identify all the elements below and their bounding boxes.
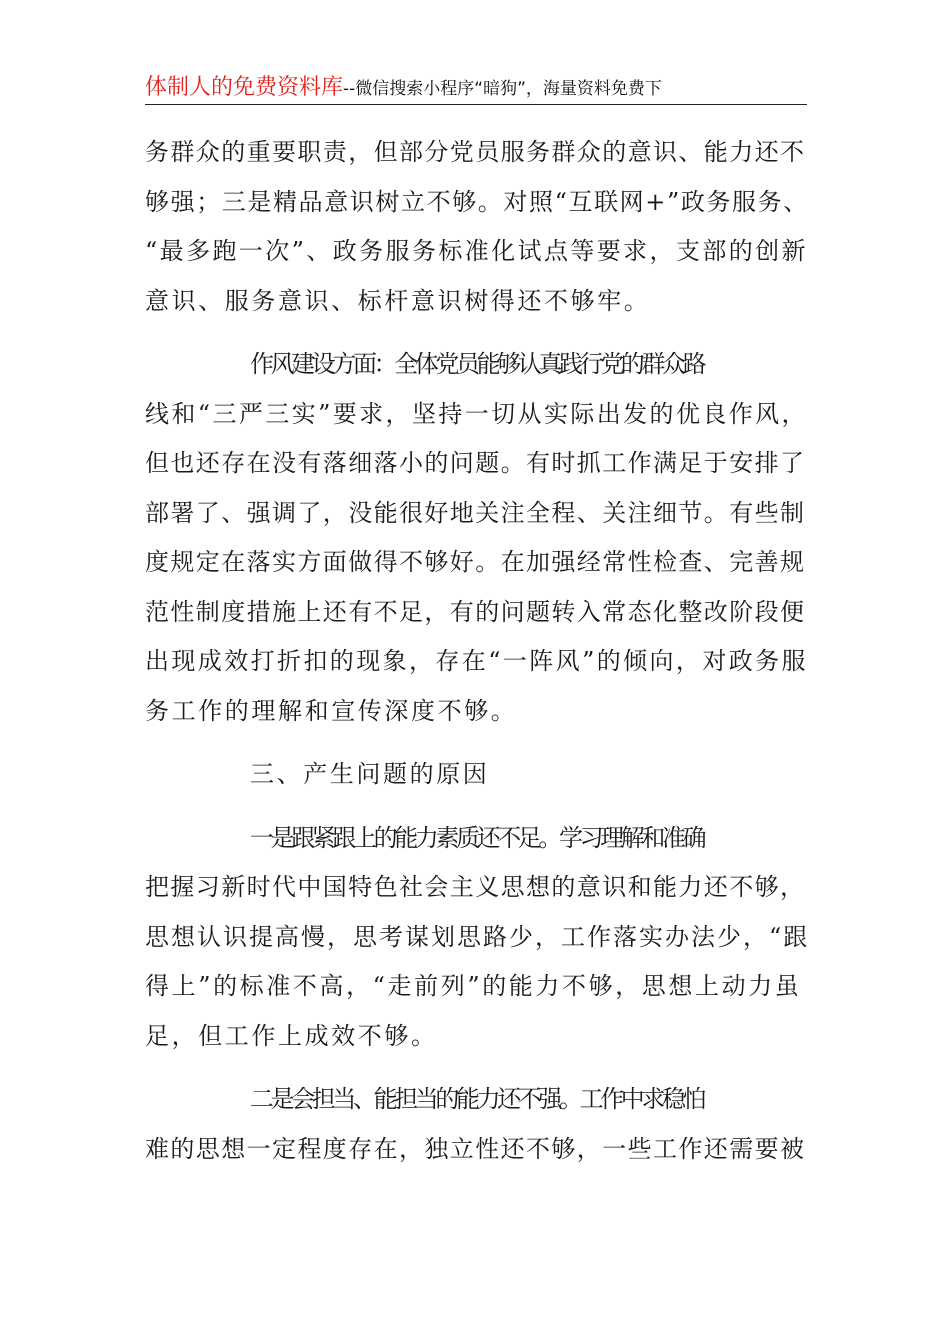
text-line: “最多跑一次”、政务服务标准化试点等要求，支部的创新	[145, 237, 808, 265]
page-header	[145, 70, 807, 105]
text-line: 难的思想一定程度存在，独立性还不够，一些工作还需要被	[145, 1134, 806, 1163]
text-line: 出现成效打折扣的现象，存在“一阵风”的倾向，对政务服	[145, 647, 808, 675]
text-line: 范性制度措施上还有不足，有的问题转入常态化整改阶段便	[145, 597, 806, 626]
text-line: 部署了、强调了，没能很好地关注全程、关注细节。有些制	[145, 498, 806, 527]
text-line: 务工作的理解和宣传深度不够。	[145, 696, 518, 725]
document-body	[145, 128, 810, 1188]
section-heading	[145, 750, 810, 800]
text-line: 一是跟紧跟上的能力素质还不足。学习理解和准确	[250, 823, 704, 852]
text-line: 足，但工作上成效不够。	[145, 1021, 438, 1050]
text-line: 二是会担当、能担当的能力还不强。工作中求稳怕	[250, 1085, 704, 1113]
text-line: 意识、服务意识、标杆意识树得还不够牢。	[145, 286, 651, 315]
text-line: 线和“三严三实”要求，坚持一切从实际出发的优良作风，	[145, 399, 808, 428]
header-brand: 体制人的免费资料库	[145, 75, 344, 100]
text-line: 够强；三是精品意识树立不够。对照“互联网+”政务服务、	[145, 187, 809, 216]
section-title: 三、产生问题的原因	[250, 760, 490, 788]
text-line: 把握习新时代中国特色社会主义思想的意识和能力还不够，	[145, 873, 806, 901]
text-line: 得上”的标准不高，“走前列”的能力不够，思想上动力虽	[145, 972, 802, 1000]
paragraph-4	[145, 1075, 810, 1174]
text-line: 务群众的重要职责，但部分党员服务群众的意识、能力还不	[145, 138, 806, 166]
text-line: 作风建设方面：全体党员能够认真践行党的群众路	[250, 350, 704, 378]
text-line: 度规定在落实方面做得不够好。在加强经常性检查、完善规	[145, 548, 806, 576]
paragraph-3	[145, 814, 810, 1062]
paragraph-1	[145, 128, 810, 326]
paragraph-2	[145, 340, 810, 736]
text-line: 思想认识提高慢，思考谋划思路少，工作落实办法少，“跟	[145, 922, 810, 951]
header-tagline: --微信搜索小程序“暗狗”，海量资料免费下	[343, 79, 662, 99]
text-line: 但也还存在没有落细落小的问题。有时抓工作满足于安排了	[145, 449, 806, 477]
